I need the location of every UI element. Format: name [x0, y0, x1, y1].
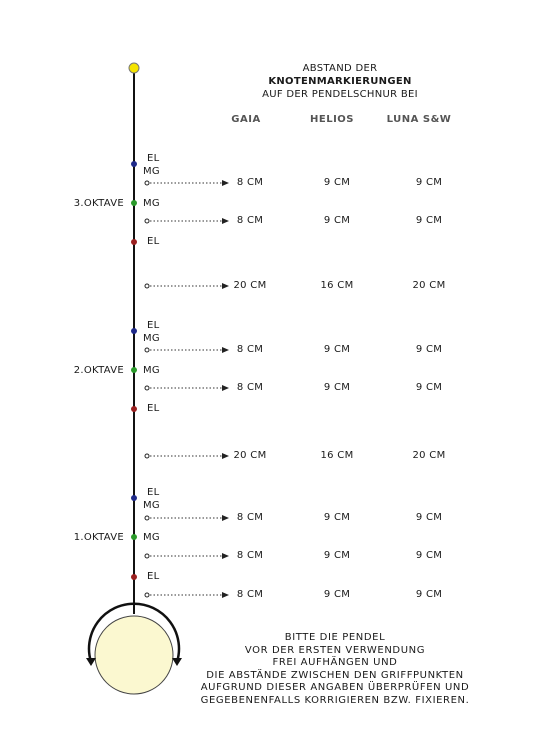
- octave-label-1: 1.OKTAVE: [73, 532, 124, 543]
- heading-line-1: ABSTAND DER: [302, 63, 378, 74]
- distance-value: 9 CM: [415, 215, 443, 226]
- distance-value: 8 CM: [236, 550, 264, 561]
- marker-el-lower: [131, 574, 137, 580]
- holder-arrow-left: [86, 658, 96, 666]
- distance-value: 16 CM: [320, 450, 354, 461]
- distance-value: 9 CM: [323, 512, 351, 523]
- marker-label-el: EL: [147, 153, 160, 164]
- marker-el-lower: [131, 239, 137, 245]
- note-line: VOR DER ERSTEN VERWENDUNG: [244, 644, 426, 656]
- heading-line-2: KNOTENMARKIERUNGEN: [268, 76, 412, 87]
- distance-value: 9 CM: [415, 344, 443, 355]
- marker-el-upper: [131, 161, 137, 167]
- column-header-helios: HELIOS: [310, 114, 354, 125]
- distance-value: 9 CM: [415, 382, 443, 393]
- distance-value: 8 CM: [236, 382, 264, 393]
- distance-value: 8 CM: [236, 589, 264, 600]
- distance-value: 8 CM: [236, 177, 264, 188]
- usage-note: [190, 632, 480, 707]
- arrow-start-dot: [145, 284, 149, 288]
- distance-value: 20 CM: [412, 280, 446, 291]
- marker-el-upper: [131, 328, 137, 334]
- note-line: FREI AUFHÄNGEN UND: [272, 657, 398, 668]
- distance-value: 9 CM: [323, 589, 351, 600]
- marker-el-lower: [131, 406, 137, 412]
- pendulum-bob: [95, 616, 173, 694]
- distance-value: 9 CM: [323, 215, 351, 226]
- marker-label-el: EL: [147, 487, 160, 498]
- note-line: DIE ABSTÄNDE ZWISCHEN DEN GRIFFPUNKTEN: [206, 669, 464, 681]
- arrow-start-dot: [145, 386, 149, 390]
- marker-label-mg: MG: [143, 198, 160, 209]
- marker-label-mg: MG: [143, 532, 160, 543]
- marker-label-mg: MG: [143, 166, 160, 177]
- column-header-gaia: GAIA: [231, 114, 261, 125]
- distance-value: 20 CM: [233, 450, 267, 461]
- arrow-start-dot: [145, 454, 149, 458]
- distance-value: 9 CM: [415, 512, 443, 523]
- marker-label-mg: MG: [143, 365, 160, 376]
- distance-value: 9 CM: [415, 550, 443, 561]
- distance-value: 8 CM: [236, 344, 264, 355]
- note-line: GEGEBENENFALLS KORRIGIEREN BZW. FIXIEREN.: [200, 694, 470, 706]
- marker-label-el: EL: [147, 320, 160, 331]
- top-bead: [129, 63, 139, 73]
- distance-value: 9 CM: [415, 177, 443, 188]
- distance-value: 8 CM: [236, 512, 264, 523]
- marker-label-el: EL: [147, 403, 160, 414]
- distance-value: 9 CM: [323, 382, 351, 393]
- note-line: AUFGRUND DIESER ANGABEN ÜBERPRÜFEN UND: [200, 682, 470, 693]
- distance-value: 9 CM: [415, 589, 443, 600]
- distance-value: 9 CM: [323, 550, 351, 561]
- holder-arrow-right: [172, 658, 182, 666]
- arrow-start-dot: [145, 516, 149, 520]
- marker-mg: [131, 200, 137, 206]
- arrow-start-dot: [145, 348, 149, 352]
- note-line: BITTE DIE PENDEL: [284, 632, 386, 643]
- distance-value: 20 CM: [233, 280, 267, 291]
- heading-line-3: AUF DER PENDELSCHNUR BEI: [262, 89, 418, 100]
- arrow-start-dot: [145, 554, 149, 558]
- arrow-start-dot: [145, 181, 149, 185]
- marker-label-el: EL: [147, 571, 160, 582]
- marker-label-mg: MG: [143, 333, 160, 344]
- marker-label-el: EL: [147, 236, 160, 247]
- distance-value: 8 CM: [236, 215, 264, 226]
- distance-value: 9 CM: [323, 177, 351, 188]
- octave-label-3: 3.OKTAVE: [73, 198, 124, 209]
- arrow-start-dot: [145, 593, 149, 597]
- marker-mg: [131, 534, 137, 540]
- arrow-start-dot: [145, 219, 149, 223]
- octave-label-2: 2.OKTAVE: [73, 365, 124, 376]
- distance-value: 20 CM: [412, 450, 446, 461]
- marker-label-mg: MG: [143, 500, 160, 511]
- marker-el-upper: [131, 495, 137, 501]
- distance-value: 9 CM: [323, 344, 351, 355]
- marker-mg: [131, 367, 137, 373]
- distance-value: 16 CM: [320, 280, 354, 291]
- column-header-luna: LUNA S&W: [386, 114, 452, 125]
